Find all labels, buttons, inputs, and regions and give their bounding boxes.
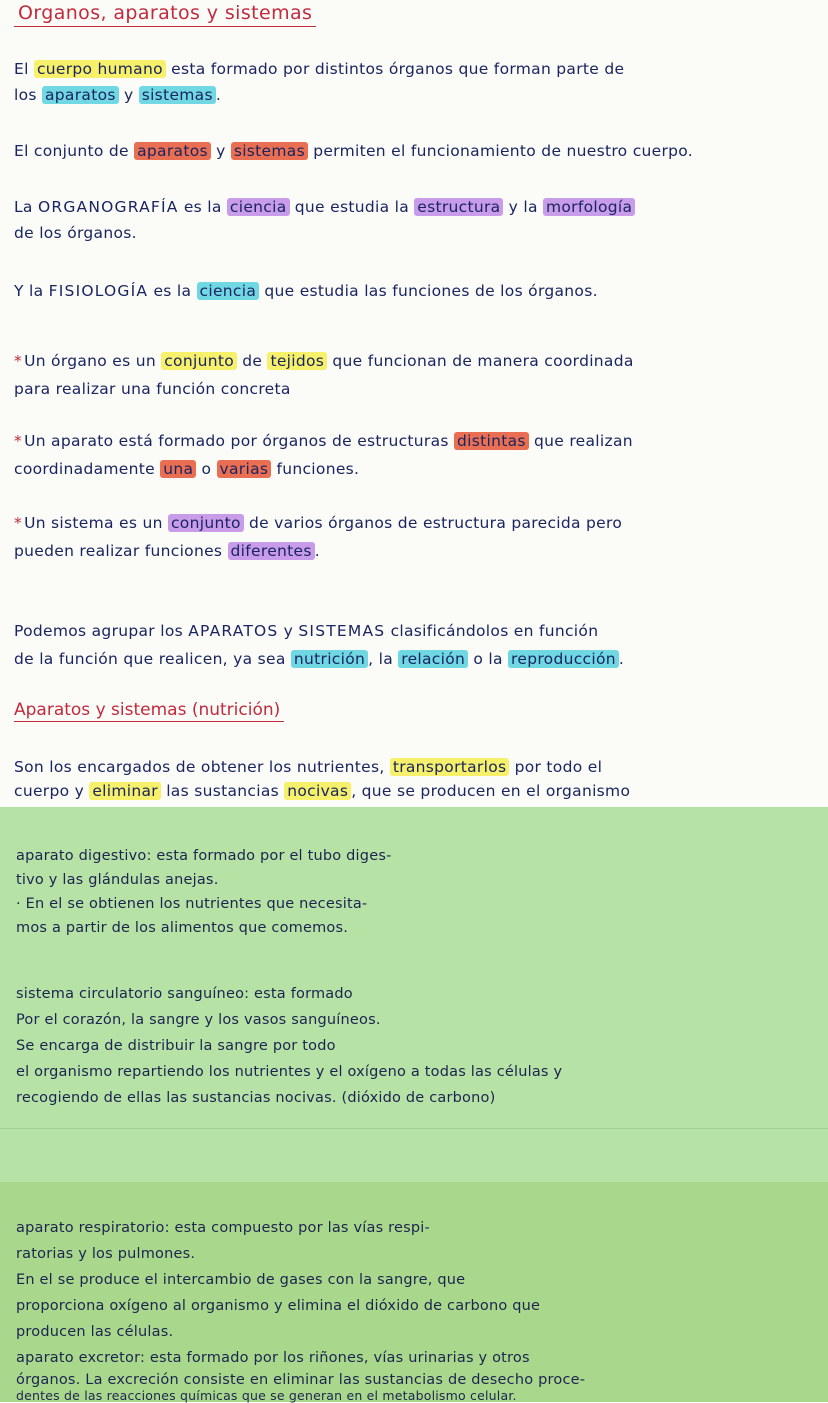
text: y la xyxy=(508,198,538,216)
page-title: Organos, aparatos y sistemas xyxy=(14,2,316,27)
text: y xyxy=(216,142,226,160)
nutrition-intro-line-2 xyxy=(14,782,630,800)
text: o xyxy=(201,460,212,478)
note-line: órganos. La excreción consiste en eliminar las sustancias de desecho proce- xyxy=(16,1372,586,1388)
text: permiten el funcionamiento de nuestro cuerpo. xyxy=(313,142,694,160)
highlight-blue: nutrición xyxy=(291,650,368,668)
term-organografia: ORGANOGRAFÍA xyxy=(37,198,179,216)
text: de los órganos. xyxy=(14,224,137,242)
highlight-purple: diferentes xyxy=(228,542,315,560)
intro-line-3 xyxy=(14,142,693,160)
highlight-yellow: tejidos xyxy=(267,352,327,370)
definition-aparato-line-2 xyxy=(14,460,359,478)
text: pueden realizar funciones xyxy=(14,542,223,560)
text: . xyxy=(618,650,625,668)
note-line: Por el corazón, la sangre y los vasos sanguíneos. xyxy=(16,1012,381,1028)
text: coordinadamente xyxy=(14,460,155,478)
text: para realizar una función concreta xyxy=(14,380,291,398)
definition-sistema-line-2 xyxy=(14,542,320,560)
grouping-line-2 xyxy=(14,650,624,668)
highlight-orange: una xyxy=(160,460,196,478)
paper-divider xyxy=(0,1128,828,1129)
highlight-orange: aparatos xyxy=(134,142,211,160)
highlight-blue: reproducción xyxy=(508,650,619,668)
intro-line-5 xyxy=(14,224,137,242)
text: cuerpo y xyxy=(14,782,85,800)
text: de xyxy=(242,352,263,370)
note-line: recogiendo de ellas las sustancias nocivas. (dióxido de carbono) xyxy=(16,1090,496,1106)
note-line: dentes de las reacciones químicas que se generan en el metabolismo celular. xyxy=(16,1388,517,1403)
highlight-yellow: transportarlos xyxy=(390,758,510,776)
highlight-yellow: nocivas xyxy=(284,782,351,800)
note-line: aparato respiratorio: esta compuesto por las vías respi- xyxy=(16,1220,430,1236)
text: por todo el xyxy=(514,758,603,776)
text: funciones. xyxy=(276,460,360,478)
text: El xyxy=(14,60,29,78)
highlight-blue: ciencia xyxy=(197,282,260,300)
note-line: · En el se obtienen los nutrientes que necesita- xyxy=(16,896,368,912)
note-line: ratorias y los pulmones. xyxy=(16,1246,196,1262)
text: que funcionan de manera coordinada xyxy=(332,352,634,370)
note-line: proporciona oxígeno al organismo y elimina el dióxido de carbono que xyxy=(16,1298,541,1314)
text: que estudia la xyxy=(294,198,409,216)
text: que realizan xyxy=(534,432,633,450)
text: es la xyxy=(153,282,192,300)
definition-aparato-line-1 xyxy=(14,432,633,450)
highlight-orange: varias xyxy=(217,460,272,478)
term-fisiologia: FISIOLOGÍA xyxy=(48,282,149,300)
note-line: producen las células. xyxy=(16,1324,174,1340)
note-line: mos a partir de los alimentos que comemos. xyxy=(16,920,349,936)
intro-line-4 xyxy=(14,198,635,216)
text: Podemos agrupar los xyxy=(14,622,183,640)
definition-organo-line-2 xyxy=(14,380,291,398)
asterisk-icon: * xyxy=(14,514,23,532)
highlight-yellow: eliminar xyxy=(89,782,161,800)
highlight-purple: estructura xyxy=(414,198,503,216)
section-title: Aparatos y sistemas (nutrición) xyxy=(14,700,284,722)
text: las sustancias xyxy=(166,782,279,800)
highlight-blue: aparatos xyxy=(42,86,119,104)
term-sistemas: SISTEMAS xyxy=(298,622,386,640)
nutrition-intro-line-1 xyxy=(14,758,602,776)
note-line: sistema circulatorio sanguíneo: esta formado xyxy=(16,986,353,1002)
text: y xyxy=(283,622,294,640)
text: Un aparato está formado por órganos de estructuras xyxy=(24,432,449,450)
text: Un órgano es un xyxy=(24,352,156,370)
intro-line-1 xyxy=(14,60,624,78)
highlight-purple: morfología xyxy=(543,198,635,216)
text: . xyxy=(314,542,320,560)
definition-organo-line-1 xyxy=(14,352,634,370)
text: de la función que realicen, ya sea xyxy=(14,650,286,668)
text: , que se producen en el organismo xyxy=(351,782,631,800)
text: La xyxy=(14,198,33,216)
highlight-purple: conjunto xyxy=(168,514,244,532)
text: esta formado por distintos órganos que forman parte de xyxy=(171,60,625,78)
term-aparatos: APARATOS xyxy=(188,622,279,640)
asterisk-icon: * xyxy=(14,432,23,450)
text: El conjunto de xyxy=(14,142,129,160)
intro-line-6 xyxy=(14,282,598,300)
text: Son los encargados de obtener los nutrientes, xyxy=(14,758,385,776)
highlight-yellow: cuerpo humano xyxy=(34,60,166,78)
text: que estudia las funciones de los órganos. xyxy=(264,282,598,300)
note-line: aparato excretor: esta formado por los riñones, vías urinarias y otros xyxy=(16,1350,530,1366)
note-line: Se encarga de distribuir la sangre por todo xyxy=(16,1038,336,1054)
intro-line-2 xyxy=(14,86,221,104)
text: , la xyxy=(368,650,393,668)
note-line: tivo y las glándulas anejas. xyxy=(16,872,219,888)
text: de varios órganos de estructura parecida pero xyxy=(248,514,623,532)
asterisk-icon: * xyxy=(14,352,23,370)
note-line: aparato digestivo: esta formado por el tubo diges- xyxy=(16,848,392,864)
highlight-orange: sistemas xyxy=(231,142,308,160)
text: los xyxy=(14,86,37,104)
text: o la xyxy=(473,650,503,668)
note-line: el organismo repartiendo los nutrientes y el oxígeno a todas las células y xyxy=(16,1064,563,1080)
text: es la xyxy=(183,198,222,216)
highlight-blue: sistemas xyxy=(139,86,216,104)
text: Un sistema es un xyxy=(24,514,163,532)
text: . xyxy=(215,86,222,104)
green-note-paper-2 xyxy=(0,1182,828,1402)
highlight-blue: relación xyxy=(398,650,468,668)
text: clasificándolos en función xyxy=(390,622,599,640)
definition-sistema-line-1 xyxy=(14,514,622,532)
text: Y la xyxy=(14,282,44,300)
highlight-yellow: conjunto xyxy=(161,352,237,370)
grouping-line-1 xyxy=(14,622,598,640)
highlight-purple: ciencia xyxy=(227,198,290,216)
note-line: En el se produce el intercambio de gases con la sangre, que xyxy=(16,1272,466,1288)
highlight-orange: distintas xyxy=(454,432,529,450)
text: y xyxy=(123,86,134,104)
